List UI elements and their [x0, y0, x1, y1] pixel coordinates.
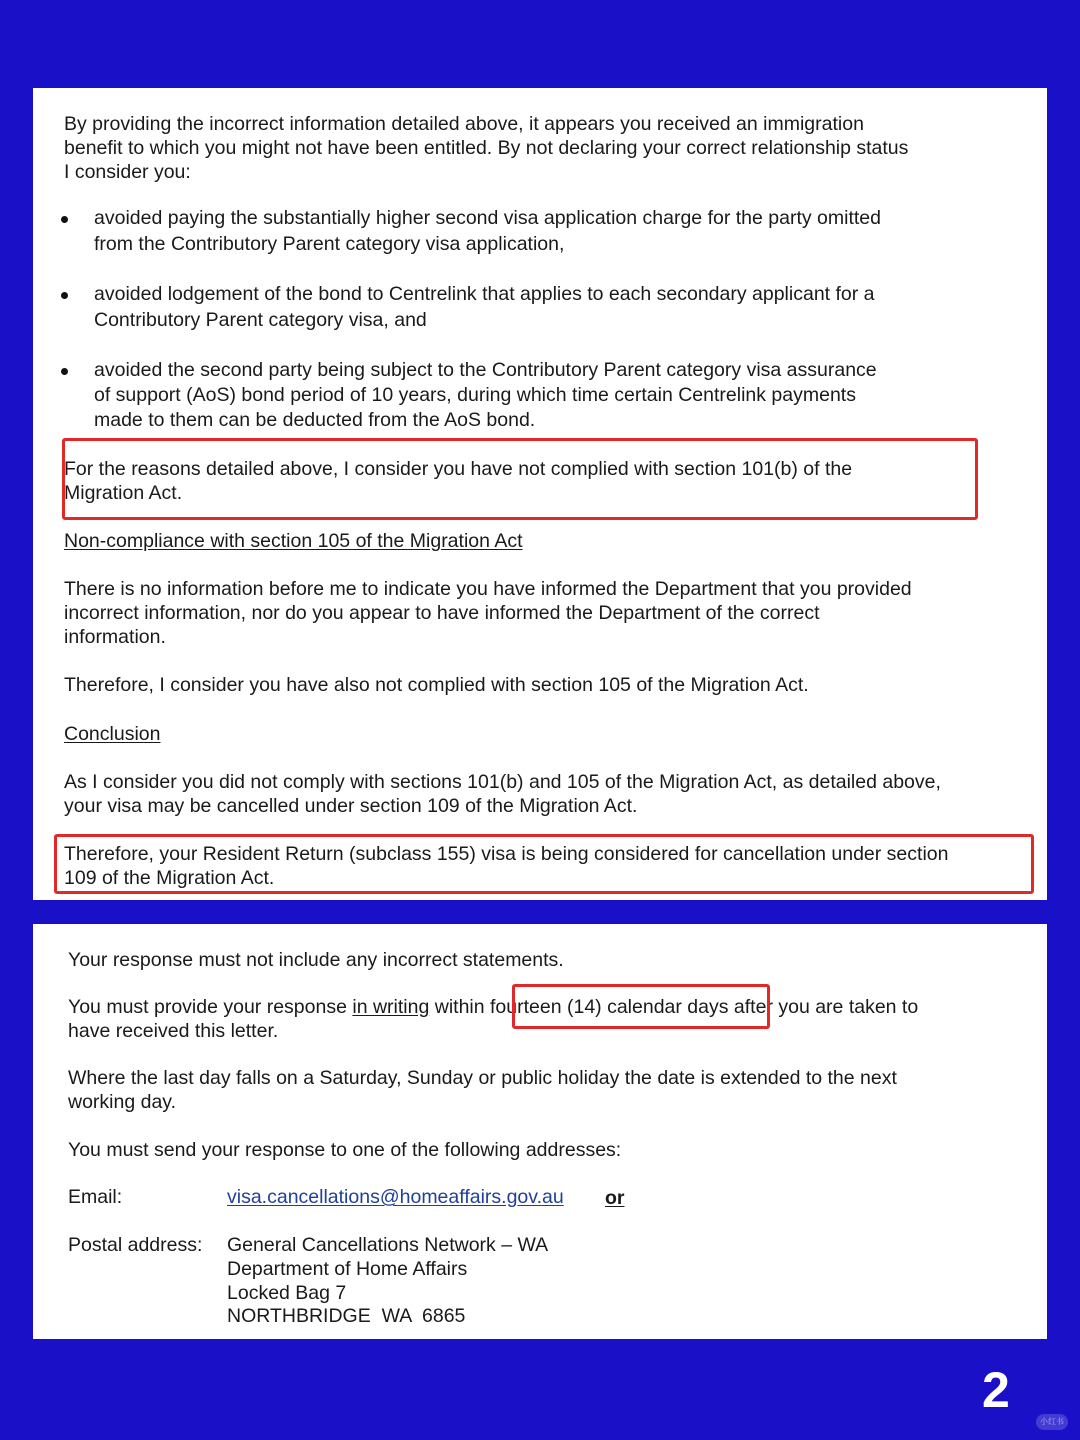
- postal-line-1: General Cancellations Network – WA: [227, 1234, 549, 1256]
- postal-line-3: Locked Bag 7: [227, 1282, 347, 1304]
- no-info-line-3: information.: [64, 626, 166, 648]
- bullet-dot: [61, 368, 68, 375]
- bullet-3-line-1: avoided the second party being subject to the Contributory Parent category visa assurance: [94, 359, 877, 381]
- lastday-line-1: Where the last day falls on a Saturday, Sunday or public holiday the date is extended to the next: [68, 1067, 897, 1089]
- highlight-box-deadline: [512, 984, 770, 1029]
- bullet-2-line-2: Contributory Parent category visa, and: [94, 309, 427, 331]
- highlight-2-line-2: 109 of the Migration Act.: [64, 867, 275, 889]
- therefore-105-text: Therefore, I consider you have also not complied with section 105 of the Migration Act.: [64, 674, 809, 696]
- no-info-line-1: There is no information before me to indicate you have informed the Department that you provided: [64, 578, 912, 600]
- or-text: or: [605, 1187, 625, 1209]
- deadline-text: fourteen (14) calendar days: [490, 996, 729, 1018]
- postal-line-4: NORTHBRIDGE WA 6865: [227, 1305, 466, 1327]
- intro-line-3: I consider you:: [64, 161, 191, 183]
- bullet-3-line-2: of support (AoS) bond period of 10 years, during which time certain Centrelink payments: [94, 384, 856, 406]
- highlight-1-line-2: Migration Act.: [64, 482, 183, 504]
- provide-part-3: within: [429, 996, 491, 1018]
- conclusion-line-1: As I consider you did not comply with sections 101(b) and 105 of the Migration Act, as detailed above,: [64, 771, 941, 793]
- highlight-1-line-1: For the reasons detailed above, I consider you have not complied with section 101(b) of the: [64, 458, 853, 480]
- watermark-logo: 小红书: [1036, 1414, 1068, 1430]
- no-info-line-2: incorrect information, nor do you appear to have informed the Department of the correct: [64, 602, 820, 624]
- send-text: You must send your response to one of the following addresses:: [68, 1139, 622, 1161]
- in-writing-text: in writing: [352, 996, 430, 1018]
- page-number: 2: [982, 1362, 1010, 1418]
- intro-line-1: By providing the incorrect information detailed above, it appears you received an immigration: [64, 113, 864, 135]
- letter-page-2: [33, 924, 1047, 1339]
- email-link[interactable]: visa.cancellations@homeaffairs.gov.au: [227, 1186, 564, 1208]
- bullet-2-line-1: avoided lodgement of the bond to Centrelink that applies to each secondary applicant for a: [94, 283, 875, 305]
- letter-page-1: [33, 88, 1047, 900]
- bullet-1-line-2: from the Contributory Parent category visa application,: [94, 233, 565, 255]
- bullet-dot: [61, 292, 68, 299]
- bullet-1-line-1: avoided paying the substantially higher second visa application charge for the party omitted: [94, 207, 881, 229]
- heading-conclusion: Conclusion: [64, 723, 161, 745]
- provide-part-1: You must provide your response: [68, 996, 353, 1018]
- provide-part-4: after you are taken to: [728, 996, 919, 1018]
- bullet-dot: [61, 216, 68, 223]
- provide-line-1: [68, 995, 918, 1019]
- conclusion-line-2: your visa may be cancelled under section 109 of the Migration Act.: [64, 795, 638, 817]
- statements-text: Your response must not include any incorrect statements.: [68, 949, 564, 971]
- email-label: Email:: [68, 1186, 123, 1208]
- intro-line-2: benefit to which you might not have been entitled. By not declaring your correct relationship status: [64, 137, 909, 159]
- heading-section-105: Non-compliance with section 105 of the Migration Act: [64, 530, 523, 552]
- lastday-line-2: working day.: [68, 1091, 177, 1113]
- postal-line-2: Department of Home Affairs: [227, 1258, 468, 1280]
- postal-label: Postal address:: [68, 1234, 203, 1256]
- bullet-3-line-3: made to them can be deducted from the AoS bond.: [94, 409, 536, 431]
- highlight-2-line-1: Therefore, your Resident Return (subclass 155) visa is being considered for cancellation under section: [64, 843, 949, 865]
- provide-line-2: have received this letter.: [68, 1020, 279, 1042]
